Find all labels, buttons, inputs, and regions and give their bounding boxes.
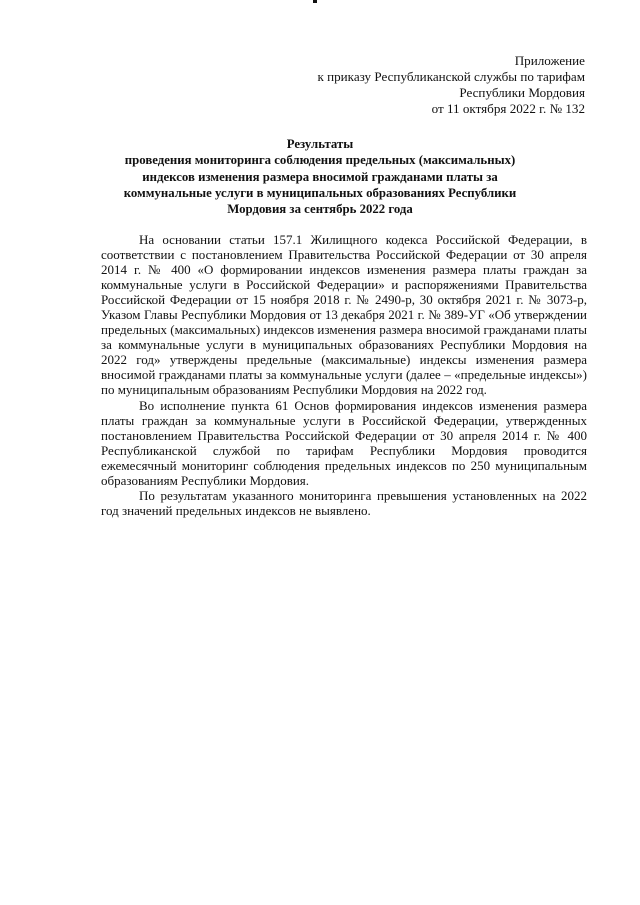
paragraph-result: По результатам указанного мониторинга превышения установленных на 2022 год значений предельных индексов не выявлено. — [101, 487, 587, 518]
approval-line-date-number: от 11 октября 2022 г. № 132 — [431, 101, 585, 117]
paragraph-monitoring: Во исполнение пункта 61 Основ формирования индексов изменения размера платы граждан за коммунальные услуги в Российской Федерации, утвержденных постановлением Правительства Российской Федерации от 30 апреля 2014 г. № 400 Республиканской службой по тарифам Республики Мордовия проводится ежемесячный мониторинг соблюдения предельных индексов по 250 муниципальным образованиям Республики Мордовия. — [101, 397, 587, 488]
approval-line-republic: Республики Мордовия — [459, 85, 585, 101]
document-body — [101, 232, 587, 518]
title-line: коммунальные услуги в муниципальных образованиях Республики — [123, 185, 517, 200]
page-edge-mark — [313, 0, 317, 3]
approval-block — [265, 53, 585, 117]
approval-line-order: к приказу Республиканской службы по тарифам — [317, 69, 585, 85]
approval-line-appendix: Приложение — [514, 53, 585, 68]
title-line: индексов изменения размера вносимой гражданами платы за — [142, 169, 498, 184]
title-line: проведения мониторинга соблюдения предельных (максимальных) — [124, 153, 516, 168]
title-line: Результаты — [286, 137, 354, 151]
document-title — [95, 136, 545, 217]
paragraph-basis: На основании статьи 157.1 Жилищного кодекса Российской Федерации, в соответствии с постановлением Правительства Российской Федерации от 30 апреля 2014 г. № 400 «О формировании индексов изменения размера платы граждан за коммунальные услуги в Российской Федерации» и распоряжениями Правительства Российской Федерации от 15 ноября 2018 г. № 2490-р, 30 октября 2021 г. № 3073-р, Указом Главы Республики Мордовия от 13 декабря 2021 г. № 389-УГ «Об утверждении предельных (максимальных) индексов изменения размера вносимой гражданами платы за коммунальные услуги в муниципальных образованиях Республики Мордовия на 2022 год» утверждены предельные (максимальные) индексы изменения размера вносимой гражданами платы за коммунальные услуги (далее – «предельные индексы») по муниципальным образованиям Республики Мордовия на 2022 год. — [101, 232, 587, 398]
title-line: Мордовия за сентябрь 2022 года — [227, 202, 413, 217]
